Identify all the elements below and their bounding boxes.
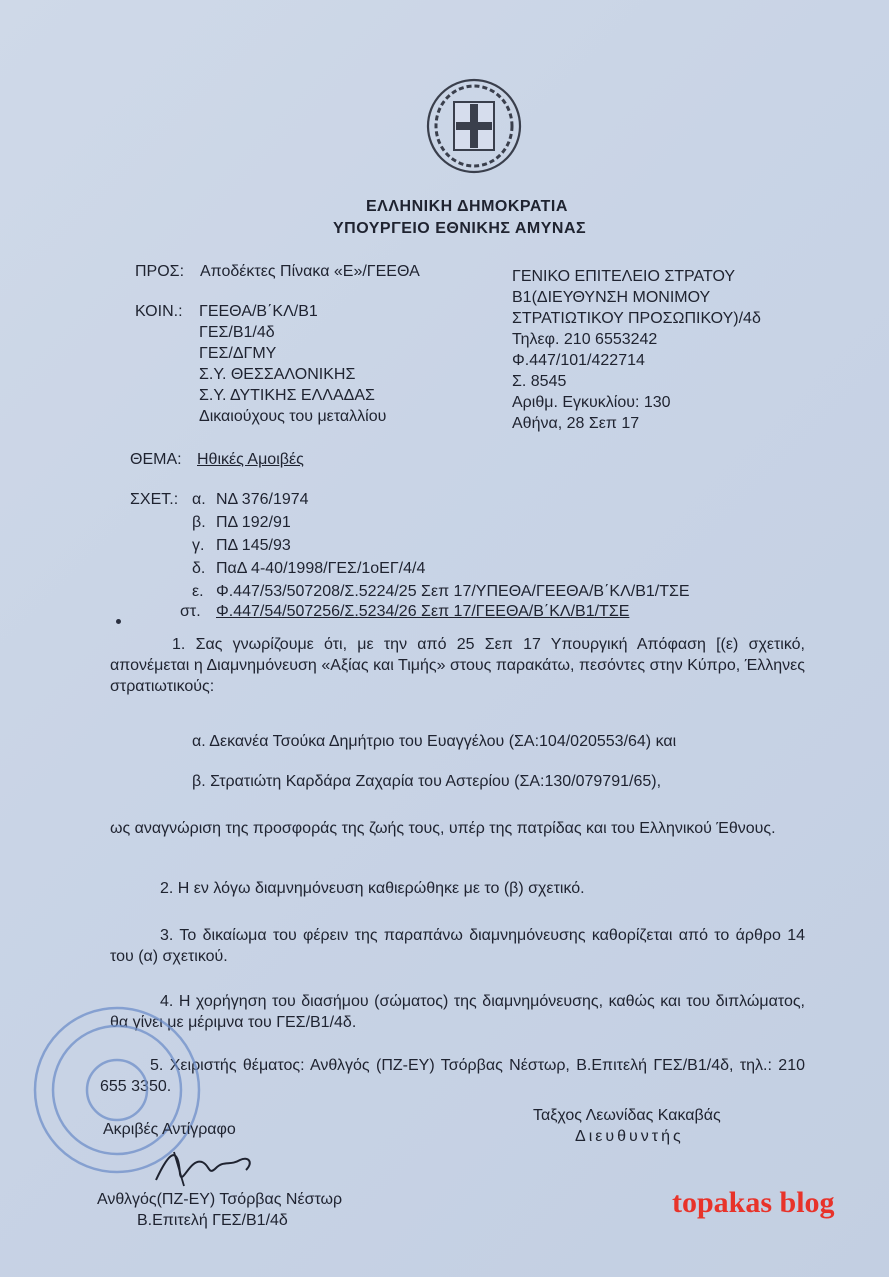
koin-item: Σ.Υ. ΘΕΣΣΑΛΟΝΙΚΗΣ (199, 366, 356, 383)
reference-letter: δ. (192, 560, 206, 577)
subject-value: Ηθικές Αμοιβές (197, 451, 304, 468)
pros-value: Αποδέκτες Πίνακα «Ε»/ΓΕΕΘΑ (200, 263, 420, 280)
reference-text: ΝΔ 376/1974 (216, 491, 309, 508)
sender-line: ΣΤΡΑΤΙΩΤΙΚΟΥ ΠΡΟΣΩΠΙΚΟΥ)/4δ (512, 310, 761, 327)
header-republic: ΕΛΛΗΝΙΚΗ ΔΗΜΟΚΡΑΤΙΑ (366, 198, 568, 215)
references-label: ΣΧΕΤ.: (130, 491, 179, 508)
paragraph-1: 1. Σας γνωρίζουμε ότι, με την από 25 Σεπ 17 Υπουργική Απόφαση [(ε) σχετικό, απονέμεται η Διαμνημόνευση «Αξίας και Τιμής» στους παρακάτω, πεσόντες στην Κύπρο, Έλληνες στρατιωτικούς: (110, 636, 805, 695)
koin-item: ΓΕΕΘΑ/Β΄ΚΛ/Β1 (199, 303, 318, 320)
sender-file-number: Φ.447/101/422714 (512, 352, 645, 369)
koin-item: ΓΕΣ/ΔΓΜΥ (199, 345, 277, 362)
bullet-dot (116, 619, 121, 624)
reference-text: ΠαΔ 4-40/1998/ΓΕΣ/1οΕΓ/4/4 (216, 560, 426, 577)
subject-label: ΘΕΜΑ: (130, 451, 182, 468)
paragraph-4: 4. Η χορήγηση του διασήμου (σώματος) της διαμνημόνευσης, καθώς και του διπλώματος, θα γίνει με μέριμνα του ΓΕΣ/Β1/4δ. (110, 993, 805, 1031)
sender-date: Αθήνα, 28 Σεπ 17 (512, 415, 640, 432)
reference-letter: στ. (180, 603, 201, 620)
reference-letter: γ. (192, 537, 205, 554)
header-ministry: ΥΠΟΥΡΓΕΙΟ ΕΘΝΙΚΗΣ ΑΜΥΝΑΣ (333, 220, 587, 237)
reference-letter: β. (192, 514, 206, 531)
pros-label: ΠΡΟΣ: (135, 263, 185, 280)
reference-text: ΠΔ 145/93 (216, 537, 291, 554)
reference-text: Φ.447/54/507256/Σ.5234/26 Σεπ 17/ΓΕΕΘΑ/Β΄ΚΛ/Β1/ΤΣΕ (216, 603, 630, 620)
paragraph-3: 3. Το δικαίωμα του φέρειν της παραπάνω διαμνημόνευσης καθορίζεται από το άρθρο 14 του (α) σχετικού. (110, 927, 805, 965)
blog-watermark: topakas blog (672, 1186, 835, 1219)
handwritten-signature (150, 1140, 260, 1192)
reference-text: Φ.447/53/507208/Σ.5224/25 Σεπ 17/ΥΠΕΘΑ/ΓΕΕΘΑ/Β΄ΚΛ/Β1/ΤΣΕ (216, 583, 690, 600)
sender-line: ΓΕΝΙΚΟ ΕΠΙΤΕΛΕΙΟ ΣΤΡΑΤΟΥ (512, 268, 736, 285)
paragraph-5: 5. Χειριστής θέματος: Ανθλγός (ΠΖ-ΕΥ) Τσόρβας Νέστωρ, Β.Επιτελή ΓΕΣ/Β1/4δ, τηλ.: 210 655 3350. (100, 1057, 805, 1095)
reference-letter: α. (192, 491, 206, 508)
koin-item: Σ.Υ. ΔΥΤΙΚΗΣ ΕΛΛΑΔΑΣ (199, 387, 375, 404)
signatory-title: Διευθυντής (575, 1128, 684, 1145)
sender-line: Β1(ΔΙΕΥΘΥΝΣΗ ΜΟΝΙΜΟΥ (512, 289, 711, 306)
paragraph-2: 2. Η εν λόγω διαμνημόνευση καθιερώθηκε με το (β) σχετικό. (160, 880, 585, 897)
koin-item: ΓΕΣ/Β1/4δ (199, 324, 275, 341)
coat-of-arms-emblem (420, 70, 528, 180)
sender-circular: Αριθμ. Εγκυκλίου: 130 (512, 394, 671, 411)
certified-copy-label: Ακριβές Αντίγραφο (103, 1121, 236, 1138)
reference-text: ΠΔ 192/91 (216, 514, 291, 531)
paragraph-1-item-b: β. Στρατιώτη Καρδάρα Ζαχαρία του Αστερίου (ΣΑ:130/079791/65), (192, 773, 662, 790)
signatory-name: Ταξχος Λεωνίδας Κακαβάς (533, 1107, 721, 1124)
copy-officer-role: Β.Επιτελή ΓΕΣ/Β1/4δ (137, 1212, 288, 1229)
sender-phone: Τηλεφ. 210 6553242 (512, 331, 658, 348)
reference-letter: ε. (192, 583, 204, 600)
koin-item: Δικαιούχους του μεταλλίου (199, 408, 387, 425)
paragraph-1-closing: ως αναγνώριση της προσφοράς της ζωής τους, υπέρ της πατρίδας και του Ελληνικού Έθνους. (110, 820, 776, 837)
copy-officer-name: Ανθλγός(ΠΖ-ΕΥ) Τσόρβας Νέστωρ (97, 1191, 343, 1208)
paragraph-1-item-a: α. Δεκανέα Τσούκα Δημήτριο του Ευαγγέλου (ΣΑ:104/020553/64) και (192, 733, 677, 750)
sender-protocol: Σ. 8545 (512, 373, 567, 390)
koin-label: ΚΟΙΝ.: (135, 303, 183, 320)
